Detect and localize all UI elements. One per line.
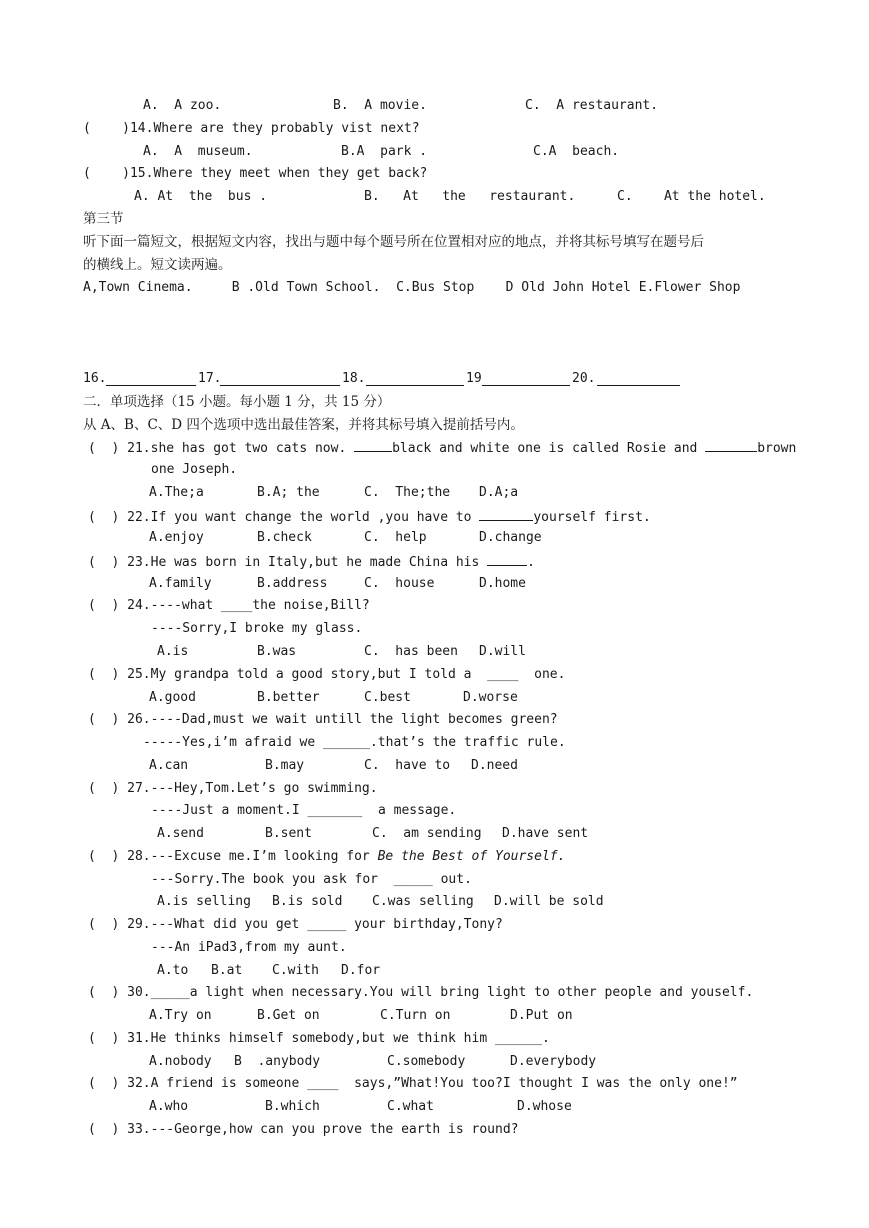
q13-option-b: B. A movie. xyxy=(333,98,427,113)
fill-label-18: 18. xyxy=(342,371,366,386)
q32-option-a: A.who xyxy=(149,1099,189,1114)
q26-option-a: A.can xyxy=(149,758,189,773)
fill-label-16: 16. xyxy=(83,371,107,386)
q13-option-c: C. A restaurant. xyxy=(525,98,659,113)
q14-option-b: B.A park . xyxy=(341,144,428,159)
q23-text-b: . xyxy=(527,555,535,570)
q26-option-b: B.may xyxy=(265,758,305,773)
q29-option-d: D.for xyxy=(341,963,381,978)
q28-text: ( ) 28.---Excuse me.I’m looking for xyxy=(88,849,378,864)
q21-text-b: black and white one is called Rosie and xyxy=(392,441,706,456)
answer-line-19[interactable] xyxy=(482,385,570,386)
q29-option-b: B.at xyxy=(211,963,243,978)
q24-option-d: D.will xyxy=(479,644,526,659)
q32-option-c: C.what xyxy=(387,1099,434,1114)
fill-label-20: 20. xyxy=(572,371,596,386)
q23-option-d: D.home xyxy=(479,576,526,591)
question-33: ( ) 33.---George,how can you prove the earth is round? xyxy=(88,1122,519,1137)
answer-line-16[interactable] xyxy=(106,385,196,386)
q15-option-b: B. At the restaurant. xyxy=(364,189,576,204)
q14-option-c: C.A beach. xyxy=(533,144,620,159)
part-2-instructions: 从 A、B、C、D 四个选项中选出最佳答案，并将其标号填入提前括号内。 xyxy=(83,417,524,433)
q32-option-b: B.which xyxy=(265,1099,320,1114)
question-15: ( )15.Where they meet when they get back? xyxy=(83,166,428,181)
q29-option-c: C.with xyxy=(272,963,319,978)
question-28 xyxy=(88,849,565,865)
q27-option-c: C. am sending xyxy=(372,826,482,841)
q13-option-a: A. A zoo. xyxy=(143,98,222,113)
q28-option-d: D.will be sold xyxy=(494,894,604,909)
q21-continuation: one Joseph. xyxy=(151,462,238,477)
q23-option-a: A.family xyxy=(149,576,212,591)
place-options: A,Town Cinema. B .Old Town School. C.Bus Stop D Old John Hotel E.Flower Shop xyxy=(83,280,741,295)
q27-reply: ----Just a moment.I _______ a message. xyxy=(151,803,457,818)
q21-blank-2[interactable] xyxy=(705,439,757,452)
question-27: ( ) 27.---Hey,Tom.Let’s go swimming. xyxy=(88,781,378,796)
q26-reply: -----Yes,i’m afraid we ______.that’s the traffic rule. xyxy=(143,735,566,750)
part-2-title: 二．单项选择（15 小题。每小题 1 分，共 15 分） xyxy=(83,394,391,410)
q21-option-d: D.A;a xyxy=(479,485,519,500)
fill-label-17: 17. xyxy=(198,371,222,386)
question-21 xyxy=(88,439,796,457)
q31-option-b: B .anybody xyxy=(234,1054,321,1069)
q21-option-c: C. The;the xyxy=(364,485,451,500)
answer-line-17[interactable] xyxy=(220,385,340,386)
q21-text-a: ( ) 21.she has got two cats now. xyxy=(88,441,355,456)
q21-text-c: brown xyxy=(757,441,797,456)
q22-blank[interactable] xyxy=(479,508,533,521)
fill-label-19: 19 xyxy=(466,371,482,386)
q25-option-c: C.best xyxy=(364,690,411,705)
q23-option-b: B.address xyxy=(257,576,328,591)
question-22 xyxy=(88,508,651,526)
q15-option-c: C. At the hotel. xyxy=(617,189,766,204)
q27-option-b: B.sent xyxy=(265,826,312,841)
q26-option-d: D.need xyxy=(471,758,518,773)
question-26: ( ) 26.----Dad,must we wait untill the light becomes green? xyxy=(88,712,558,727)
q29-option-a: A.to xyxy=(157,963,189,978)
q29-reply: ---An iPad3,from my aunt. xyxy=(151,940,347,955)
question-29: ( ) 29.---What did you get _____ your birthday,Tony? xyxy=(88,917,503,932)
question-25: ( ) 25.My grandpa told a good story,but I told a ____ one. xyxy=(88,667,566,682)
q21-blank-1[interactable] xyxy=(354,439,392,452)
section-3-instructions-line1: 听下面一篇短文，根据短文内容，找出与题中每个题号所在位置相对应的地点，并将其标号填写在题号后 xyxy=(83,234,704,250)
answer-line-18[interactable] xyxy=(366,385,464,386)
question-24: ( ) 24.----what ____the noise,Bill? xyxy=(88,598,370,613)
q28-book-title: Be the Best of Yourself. xyxy=(377,849,566,864)
q25-option-b: B.better xyxy=(257,690,320,705)
q22-option-d: D.change xyxy=(479,530,542,545)
question-14: ( )14.Where are they probably vist next? xyxy=(83,121,420,136)
q25-option-d: D.worse xyxy=(463,690,518,705)
q22-option-a: A.enjoy xyxy=(149,530,204,545)
q22-option-c: C. help xyxy=(364,530,427,545)
q30-option-c: C.Turn on xyxy=(380,1008,451,1023)
q28-option-c: C.was selling xyxy=(372,894,474,909)
q30-option-b: B.Get on xyxy=(257,1008,320,1023)
question-31: ( ) 31.He thinks himself somebody,but we think him ______. xyxy=(88,1031,550,1046)
q21-option-a: A.The;a xyxy=(149,485,204,500)
q24-option-a: A.is xyxy=(157,644,189,659)
q24-reply: ----Sorry,I broke my glass. xyxy=(151,621,363,636)
q30-option-a: A.Try on xyxy=(149,1008,212,1023)
question-23 xyxy=(88,553,535,571)
q14-option-a: A. A museum. xyxy=(143,144,253,159)
q21-option-b: B.A; the xyxy=(257,485,320,500)
q23-blank[interactable] xyxy=(487,553,527,566)
section-3-instructions-line2: 的横线上。短文读两遍。 xyxy=(83,257,232,273)
q22-option-b: B.check xyxy=(257,530,312,545)
q31-option-a: A.nobody xyxy=(149,1054,212,1069)
q15-option-a: A. At the bus . xyxy=(134,189,268,204)
question-30: ( ) 30._____a light when necessary.You will bring light to other people and youself. xyxy=(88,985,754,1000)
q24-option-c: C. has been xyxy=(364,644,458,659)
q27-option-a: A.send xyxy=(157,826,204,841)
q28-option-b: B.is sold xyxy=(272,894,343,909)
q26-option-c: C. have to xyxy=(364,758,451,773)
q23-option-c: C. house xyxy=(364,576,435,591)
q25-option-a: A.good xyxy=(149,690,196,705)
q23-text-a: ( ) 23.He was born in Italy,but he made China his xyxy=(88,555,488,570)
q30-option-d: D.Put on xyxy=(510,1008,573,1023)
q22-text-a: ( ) 22.If you want change the world ,you have to xyxy=(88,510,480,525)
question-32: ( ) 32.A friend is someone ____ says,”What!You too?I thought I was the only one!” xyxy=(88,1076,738,1091)
q31-option-c: C.somebody xyxy=(387,1054,466,1069)
section-3-title: 第三节 xyxy=(83,211,124,227)
q27-option-d: D.have sent xyxy=(502,826,589,841)
q28-option-a: A.is selling xyxy=(157,894,251,909)
q24-option-b: B.was xyxy=(257,644,297,659)
q31-option-d: D.everybody xyxy=(510,1054,597,1069)
answer-line-20[interactable] xyxy=(597,385,680,386)
q28-reply: ---Sorry.The book you ask for _____ out. xyxy=(151,872,472,887)
q22-text-b: yourself first. xyxy=(533,510,651,525)
q32-option-d: D.whose xyxy=(517,1099,572,1114)
